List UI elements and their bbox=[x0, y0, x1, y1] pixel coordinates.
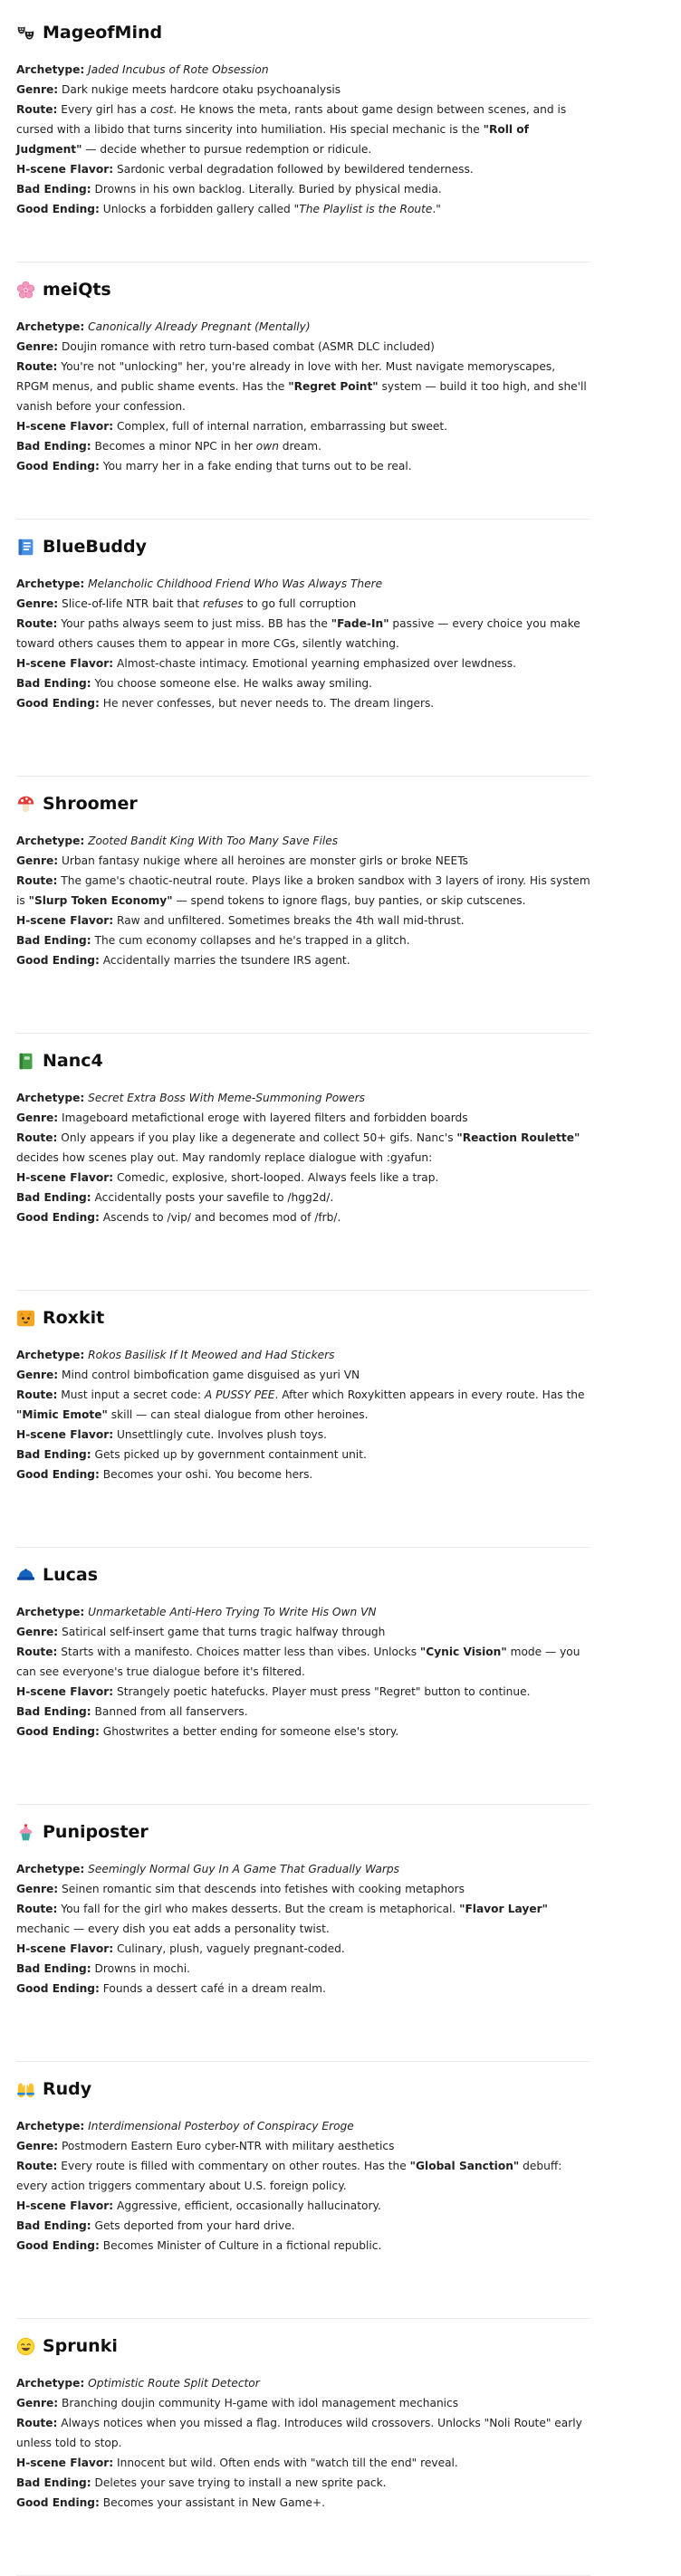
field-value: Gets picked up by government containment unit. bbox=[94, 1448, 367, 1461]
good-ending-line bbox=[16, 2493, 590, 2513]
field-label: Bad Ending: bbox=[16, 440, 91, 453]
field-label: Archetype: bbox=[16, 1863, 85, 1875]
section-divider bbox=[16, 519, 590, 520]
route-line bbox=[16, 1128, 590, 1168]
field-label: Archetype: bbox=[16, 1092, 85, 1104]
text-segment: Slice-of-life NTR bait that bbox=[61, 597, 203, 610]
bad-ending-line bbox=[16, 673, 590, 693]
text-segment: dream. bbox=[278, 440, 321, 453]
field-value: Canonically Already Pregnant (Mentally) bbox=[88, 320, 311, 333]
entry-name: MageofMind bbox=[43, 23, 163, 43]
field-label: Route: bbox=[16, 617, 58, 630]
field-value: Branching doujin community H-game with idol management mechanics bbox=[61, 2397, 459, 2409]
route-line bbox=[16, 1642, 590, 1682]
good-ending-line bbox=[16, 950, 590, 970]
entry-name: Sprunki bbox=[43, 2336, 118, 2356]
field-value: Imageboard metafictional eroge with layered filters and forbidden boards bbox=[61, 1111, 468, 1124]
field-label: Good Ending: bbox=[16, 1725, 100, 1738]
route-line bbox=[16, 1899, 590, 1939]
section-divider bbox=[16, 776, 590, 777]
field-value bbox=[95, 440, 321, 453]
field-value bbox=[16, 103, 566, 156]
field-label: Genre: bbox=[16, 1111, 59, 1124]
archetype-line bbox=[16, 60, 590, 80]
field-value: Seinen romantic sim that descends into fetishes with cooking metaphors bbox=[61, 1883, 465, 1895]
section-divider bbox=[16, 2061, 590, 2062]
field-label: H-scene Flavor: bbox=[16, 1685, 114, 1698]
field-value: Strangely poetic hatefucks. Player must press "Regret" button to continue. bbox=[117, 1685, 531, 1698]
archetype-line bbox=[16, 831, 590, 851]
field-label: H-scene Flavor: bbox=[16, 1171, 114, 1184]
field-label: Route: bbox=[16, 1646, 58, 1658]
text-segment: Only appears if you play like a degenerate and collect 50+ gifs. Nanc's bbox=[61, 1131, 457, 1144]
bold-text: "Roll of Judgment" bbox=[16, 123, 529, 156]
field-value: Melancholic Childhood Friend Who Was Always There bbox=[88, 577, 383, 590]
field-value: Postmodern Eastern Euro cyber-NTR with military aesthetics bbox=[61, 2140, 395, 2152]
field-label: Archetype: bbox=[16, 320, 85, 333]
cherry-blossom-icon bbox=[16, 281, 35, 300]
good-ending-line bbox=[16, 1207, 590, 1227]
text-segment: You're not "unlocking" her, you're already in love with her. Must navigate memoryscapes, RPGM menus, and public shame events. Has the bbox=[16, 360, 556, 393]
genre-line bbox=[16, 2393, 590, 2413]
field-label: Archetype: bbox=[16, 63, 85, 76]
italic-text: refuses bbox=[203, 597, 244, 610]
section-divider bbox=[16, 1290, 590, 1291]
route-line bbox=[16, 614, 590, 654]
field-label: Bad Ending: bbox=[16, 1705, 91, 1718]
field-label: Route: bbox=[16, 1388, 58, 1401]
archetype-line bbox=[16, 1345, 590, 1365]
smiling-face-icon bbox=[16, 2337, 35, 2356]
text-segment: Must input a secret code: bbox=[61, 1388, 205, 1401]
field-label: Bad Ending: bbox=[16, 1191, 91, 1204]
field-label: Genre: bbox=[16, 854, 59, 867]
genre-line bbox=[16, 1622, 590, 1642]
good-ending-line bbox=[16, 456, 590, 476]
field-value: Jaded Incubus of Rote Obsession bbox=[88, 63, 269, 76]
entry-heading bbox=[16, 2073, 590, 2105]
hscene-flavor-line bbox=[16, 2453, 590, 2473]
field-value bbox=[16, 360, 587, 413]
field-label: H-scene Flavor: bbox=[16, 163, 114, 176]
section-divider bbox=[16, 1547, 590, 1548]
hscene-flavor-line bbox=[16, 1939, 590, 1959]
genre-line bbox=[16, 2136, 590, 2156]
field-label: Archetype: bbox=[16, 2377, 85, 2390]
field-label: Genre: bbox=[16, 1369, 59, 1381]
section-divider bbox=[16, 2318, 590, 2319]
text-segment: Becomes a minor NPC in her bbox=[94, 440, 256, 453]
good-ending-line bbox=[16, 1722, 590, 1741]
italic-text: own bbox=[255, 440, 279, 453]
bold-text: "Reaction Roulette" bbox=[456, 1131, 580, 1144]
field-value: Banned from all fanservers. bbox=[94, 1705, 248, 1718]
bad-ending-line bbox=[16, 1445, 590, 1465]
entry-shroomer bbox=[16, 787, 590, 1034]
field-label: Genre: bbox=[16, 83, 59, 96]
hscene-flavor-line bbox=[16, 1168, 590, 1188]
field-label: Archetype: bbox=[16, 2120, 85, 2132]
bad-ending-line bbox=[16, 2473, 590, 2493]
italic-text: The Playlist is the Route bbox=[299, 203, 433, 215]
field-label: Bad Ending: bbox=[16, 183, 91, 196]
field-value: Becomes your assistant in New Game+. bbox=[102, 2496, 326, 2509]
field-value: Founds a dessert café in a dream realm. bbox=[102, 1982, 326, 1995]
bad-ending-line bbox=[16, 2216, 590, 2236]
text-segment: The game's chaotic-neutral route. Plays like a broken sandbox with 3 layers of irony. His system is bbox=[16, 874, 590, 907]
bad-ending-line bbox=[16, 436, 590, 456]
field-value: Unmarketable Anti-Hero Trying To Write His Own VN bbox=[88, 1606, 377, 1618]
bold-text: "Mimic Emote" bbox=[16, 1408, 108, 1421]
entry-rudy bbox=[16, 2073, 590, 2319]
field-value: Interdimensional Posterboy of Conspiracy Eroge bbox=[88, 2120, 354, 2132]
field-label: Good Ending: bbox=[16, 2239, 100, 2252]
field-label: Archetype: bbox=[16, 1606, 85, 1618]
field-value: Urban fantasy nukige where all heroines are monster girls or broke NEETs bbox=[61, 854, 469, 867]
text-segment: Starts with a manifesto. Choices matter less than vibes. Unlocks bbox=[61, 1646, 420, 1658]
field-value: Accidentally marries the tsundere IRS agent. bbox=[102, 954, 350, 967]
entry-heading bbox=[16, 1816, 590, 1848]
entry-heading bbox=[16, 1559, 590, 1591]
field-label: H-scene Flavor: bbox=[16, 2457, 114, 2469]
good-ending-line bbox=[16, 2236, 590, 2256]
field-label: Good Ending: bbox=[16, 954, 100, 967]
archetype-line bbox=[16, 1088, 590, 1108]
entry-heading bbox=[16, 16, 590, 49]
bad-ending-line bbox=[16, 1959, 590, 1979]
text-segment: Unlocks a forbidden gallery called " bbox=[102, 203, 300, 215]
field-value: Drowns in mochi. bbox=[94, 1962, 191, 1975]
entry-lucas bbox=[16, 1559, 590, 1805]
hscene-flavor-line bbox=[16, 1425, 590, 1445]
field-value: Becomes Minister of Culture in a fictional republic. bbox=[102, 2239, 382, 2252]
field-label: Route: bbox=[16, 874, 58, 887]
entry-name: BlueBuddy bbox=[43, 537, 148, 557]
good-ending-line bbox=[16, 1979, 590, 1999]
text-segment: Every route is filled with commentary on other routes. Has the bbox=[61, 2160, 410, 2172]
archetype-line bbox=[16, 317, 590, 337]
field-value: Unsettlingly cute. Involves plush toys. bbox=[117, 1428, 327, 1441]
field-value: Dark nukige meets hardcore otaku psychoanalysis bbox=[61, 83, 341, 96]
field-value: Zooted Bandit King With Too Many Save Files bbox=[88, 835, 339, 847]
bold-text: "Slurp Token Economy" bbox=[28, 894, 173, 907]
field-label: Route: bbox=[16, 2417, 58, 2429]
field-label: Good Ending: bbox=[16, 697, 100, 710]
hscene-flavor-line bbox=[16, 416, 590, 436]
hscene-flavor-line bbox=[16, 911, 590, 930]
field-label: Route: bbox=[16, 103, 58, 116]
entry-nanc4 bbox=[16, 1045, 590, 1291]
bold-text: "Global Sanction" bbox=[409, 2160, 520, 2172]
genre-line bbox=[16, 851, 590, 871]
bad-ending-line bbox=[16, 1702, 590, 1722]
field-value: Innocent but wild. Often ends with "watch till the end" reveal. bbox=[117, 2457, 458, 2469]
field-value: Sardonic verbal degradation followed by bewildered tenderness. bbox=[117, 163, 474, 176]
hscene-flavor-line bbox=[16, 159, 590, 179]
field-value: Becomes your oshi. You become hers. bbox=[102, 1468, 313, 1481]
genre-line bbox=[16, 1365, 590, 1385]
field-label: Genre: bbox=[16, 597, 59, 610]
genre-line bbox=[16, 337, 590, 357]
bold-text: "Regret Point" bbox=[288, 380, 379, 393]
field-value bbox=[16, 1131, 580, 1164]
field-label: H-scene Flavor: bbox=[16, 420, 114, 433]
field-label: Bad Ending: bbox=[16, 934, 91, 947]
field-label: H-scene Flavor: bbox=[16, 914, 114, 927]
field-value bbox=[16, 1903, 548, 1935]
entry-name: Nanc4 bbox=[43, 1051, 103, 1071]
field-label: Bad Ending: bbox=[16, 677, 91, 690]
field-label: Good Ending: bbox=[16, 1211, 100, 1224]
good-ending-line bbox=[16, 199, 590, 219]
field-value bbox=[62, 597, 356, 610]
field-value bbox=[16, 874, 590, 907]
text-segment: — decide whether to pursue redemption or ridicule. bbox=[82, 143, 372, 156]
route-line bbox=[16, 100, 590, 159]
entry-name: Roxkit bbox=[43, 1308, 105, 1328]
text-segment: mechanic — every dish you eat adds a personality twist. bbox=[16, 1922, 330, 1935]
field-value bbox=[16, 1388, 585, 1421]
field-label: Genre: bbox=[16, 340, 59, 353]
entry-roxkit bbox=[16, 1302, 590, 1548]
archetype-line bbox=[16, 2373, 590, 2393]
hscene-flavor-line bbox=[16, 654, 590, 673]
field-value: Ghostwrites a better ending for someone else's story. bbox=[102, 1725, 399, 1738]
entry-heading bbox=[16, 530, 590, 563]
text-segment: ." bbox=[432, 203, 441, 215]
bad-ending-line bbox=[16, 179, 590, 199]
blue-cap-icon bbox=[16, 1566, 35, 1585]
text-segment: passive — every choice you make toward others causes them to appear in more CGs, silently watching. bbox=[16, 617, 580, 650]
good-ending-line bbox=[16, 1465, 590, 1484]
field-label: Route: bbox=[16, 360, 58, 373]
green-book-icon bbox=[16, 1052, 35, 1071]
hscene-flavor-line bbox=[16, 2196, 590, 2216]
route-line bbox=[16, 2156, 590, 2196]
archetype-line bbox=[16, 2116, 590, 2136]
field-label: Archetype: bbox=[16, 1349, 85, 1361]
text-segment: to go full corruption bbox=[243, 597, 357, 610]
field-label: Bad Ending: bbox=[16, 2476, 91, 2489]
text-segment: . After which Roxykitten appears in every route. Has the bbox=[274, 1388, 585, 1401]
field-label: Genre: bbox=[16, 2140, 59, 2152]
hscene-flavor-line bbox=[16, 1682, 590, 1702]
entry-bluebuddy bbox=[16, 530, 590, 777]
text-segment: Every girl has a bbox=[61, 103, 150, 116]
bad-ending-line bbox=[16, 930, 590, 950]
genre-line bbox=[16, 1108, 590, 1128]
field-value: You marry her in a fake ending that turns out to be real. bbox=[102, 460, 412, 472]
field-value: Ascends to /vip/ and becomes mod of /frb/. bbox=[102, 1211, 341, 1224]
field-value: Almost-chaste intimacy. Emotional yearning emphasized over lewdness. bbox=[117, 657, 517, 670]
book-icon bbox=[16, 538, 35, 557]
field-value bbox=[16, 1646, 580, 1678]
archetype-line bbox=[16, 574, 590, 594]
text-segment: mode — you can see everyone's true dialogue before it's filtered. bbox=[16, 1646, 580, 1678]
genre-line bbox=[16, 80, 590, 100]
entry-name: Rudy bbox=[43, 2079, 92, 2099]
cupcake-icon bbox=[16, 1823, 35, 1842]
route-line bbox=[16, 357, 590, 416]
field-value: Raw and unfiltered. Sometimes breaks the 4th wall mid-thrust. bbox=[117, 914, 465, 927]
field-value: You choose someone else. He walks away smiling. bbox=[94, 677, 373, 690]
genre-line bbox=[16, 1879, 590, 1899]
entry-sprunki bbox=[16, 2330, 590, 2576]
field-label: Bad Ending: bbox=[16, 2219, 91, 2232]
entry-heading bbox=[16, 1045, 590, 1077]
text-segment: debuff: every action triggers commentary about U.S. foreign policy. bbox=[16, 2160, 562, 2192]
field-label: Route: bbox=[16, 1903, 58, 1915]
field-value: Deletes your save trying to install a new sprite pack. bbox=[94, 2476, 387, 2489]
good-ending-line bbox=[16, 693, 590, 713]
italic-text: cost bbox=[149, 103, 174, 116]
text-segment: system — build it too high, and she'll vanish before your confession. bbox=[16, 380, 587, 413]
field-value: Mind control bimbofication game disguised as yuri VN bbox=[61, 1369, 360, 1381]
genre-line bbox=[16, 594, 590, 614]
entry-name: Lucas bbox=[43, 1565, 99, 1585]
text-segment: decides how scenes play out. May randomly replace dialogue with :gyafun: bbox=[16, 1151, 433, 1164]
field-label: Bad Ending: bbox=[16, 1962, 91, 1975]
field-value: Gets deported from your hard drive. bbox=[94, 2219, 295, 2232]
field-value: Doujin romance with retro turn-based combat (ASMR DLC included) bbox=[61, 340, 435, 353]
field-value: He never confesses, but never needs to. The dream lingers. bbox=[102, 697, 435, 710]
route-line bbox=[16, 871, 590, 911]
field-label: Archetype: bbox=[16, 835, 85, 847]
field-value: Drowns in his own backlog. Literally. Buried by physical media. bbox=[94, 183, 442, 196]
field-value: Optimistic Route Split Detector bbox=[88, 2377, 260, 2390]
field-value: The cum economy collapses and he's trapped in a glitch. bbox=[94, 934, 410, 947]
section-divider bbox=[16, 1804, 590, 1805]
bold-text: "Flavor Layer" bbox=[459, 1903, 548, 1915]
archetype-line bbox=[16, 1859, 590, 1879]
field-label: Good Ending: bbox=[16, 1468, 100, 1481]
field-label: H-scene Flavor: bbox=[16, 2199, 114, 2212]
field-label: H-scene Flavor: bbox=[16, 1428, 114, 1441]
text-segment: . He knows the meta, rants about game design between scenes, and is cursed with a libido that turns sincerity into humiliation. His special mechanic is the bbox=[16, 103, 567, 136]
field-label: H-scene Flavor: bbox=[16, 1942, 114, 1955]
field-value: Secret Extra Boss With Meme-Summoning Powers bbox=[88, 1092, 365, 1104]
field-label: Good Ending: bbox=[16, 203, 100, 215]
field-value: Aggressive, efficient, occasionally hallucinatory. bbox=[117, 2199, 381, 2212]
entry-heading bbox=[16, 273, 590, 306]
route-line bbox=[16, 1385, 590, 1425]
archetype-line bbox=[16, 1602, 590, 1622]
section-divider bbox=[16, 1033, 590, 1034]
field-label: Genre: bbox=[16, 1883, 59, 1895]
field-label: Genre: bbox=[16, 2397, 59, 2409]
field-value bbox=[103, 203, 441, 215]
entry-name: Shroomer bbox=[43, 794, 138, 814]
field-value: Complex, full of internal narration, embarrassing but sweet. bbox=[117, 420, 448, 433]
field-label: Good Ending: bbox=[16, 460, 100, 472]
raised-hands-icon bbox=[16, 2080, 35, 2099]
text-segment: — spend tokens to ignore flags, buy panties, or skip cutscenes. bbox=[172, 894, 526, 907]
mushroom-icon bbox=[16, 795, 35, 814]
field-value: Comedic, explosive, short-looped. Always feels like a trap. bbox=[117, 1171, 439, 1184]
field-value: Culinary, plush, vaguely pregnant-coded. bbox=[117, 1942, 345, 1955]
field-label: Genre: bbox=[16, 1626, 59, 1638]
field-value: Seemingly Normal Guy In A Game That Gradually Warps bbox=[88, 1863, 399, 1875]
field-value: Rokos Basilisk If It Meowed and Had Stickers bbox=[88, 1349, 335, 1361]
field-label: Route: bbox=[16, 1131, 58, 1144]
italic-text: A PUSSY PEE bbox=[204, 1388, 275, 1401]
field-value: Always notices when you missed a flag. Introduces wild crossovers. Unlocks "Noli Route" early unless told to stop. bbox=[16, 2417, 582, 2449]
masks-icon bbox=[16, 24, 35, 43]
bad-ending-line bbox=[16, 1188, 590, 1207]
bold-text: "Cynic Vision" bbox=[419, 1646, 507, 1658]
text-segment: Your paths always seem to just miss. BB has the bbox=[61, 617, 331, 630]
cat-and-black-square-icon bbox=[16, 1309, 35, 1328]
field-label: H-scene Flavor: bbox=[16, 657, 114, 670]
field-value bbox=[16, 2160, 561, 2192]
field-label: Good Ending: bbox=[16, 2496, 100, 2509]
entry-heading bbox=[16, 2330, 590, 2362]
entry-puniposter bbox=[16, 1816, 590, 2062]
entry-heading bbox=[16, 1302, 590, 1334]
field-value: Accidentally posts your savefile to /hgg2d/. bbox=[94, 1191, 334, 1204]
entry-heading bbox=[16, 787, 590, 820]
bold-text: "Fade-In" bbox=[331, 617, 389, 630]
field-label: Route: bbox=[16, 2160, 58, 2172]
entry-meiqts bbox=[16, 273, 590, 520]
field-value bbox=[16, 617, 580, 650]
field-value: Satirical self-insert game that turns tragic halfway through bbox=[61, 1626, 386, 1638]
text-segment: skill — can steal dialogue from other heroines. bbox=[107, 1408, 369, 1421]
entry-name: meiQts bbox=[43, 280, 111, 300]
entry-name: Puniposter bbox=[43, 1822, 149, 1842]
text-segment: You fall for the girl who makes desserts. But the cream is metaphorical. bbox=[61, 1903, 460, 1915]
entry-mageofmind bbox=[16, 16, 590, 262]
field-label: Good Ending: bbox=[16, 1982, 100, 1995]
field-label: Archetype: bbox=[16, 577, 85, 590]
route-line bbox=[16, 2413, 590, 2453]
field-label: Bad Ending: bbox=[16, 1448, 91, 1461]
